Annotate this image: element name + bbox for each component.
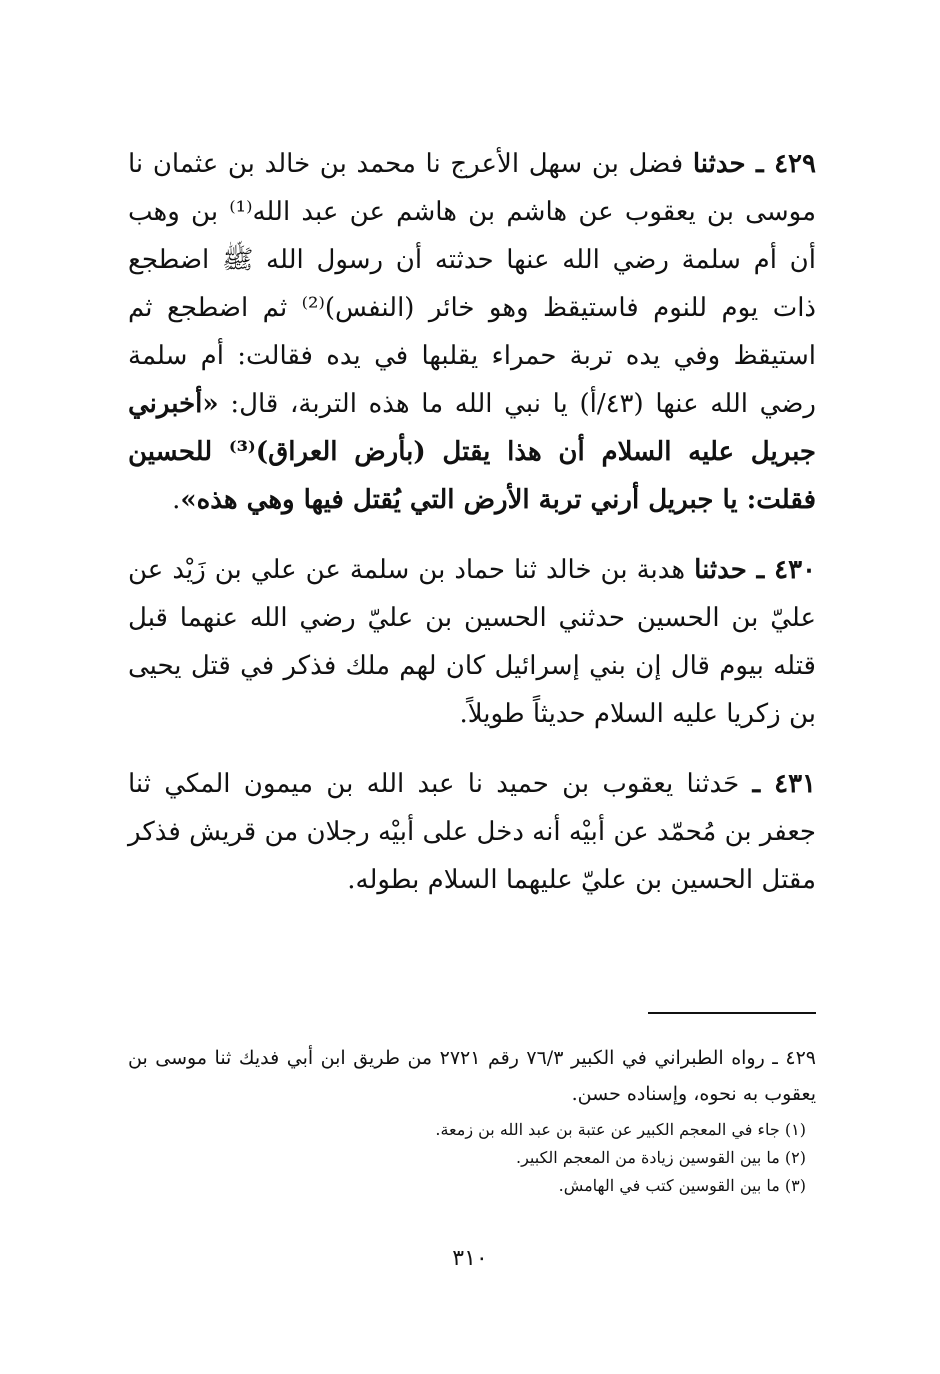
- takhrij-note: ٤٢٩ ـ رواه الطبراني في الكبير ٧٦/٣ رقم ٢٧٢١ من طريق ابن أبي فديك ثنا موسى بن يعقوب به نحوه، وإسناده حسن.: [128, 1047, 816, 1105]
- hadith-431-lead: ٤٣١ ـ: [752, 769, 817, 799]
- footnote-1: (١) جاء في المعجم الكبير عن عتبة بن عبد الله بن زمعة.: [435, 1120, 806, 1139]
- hadith-429-tail: .: [172, 485, 181, 515]
- hadith-430: [128, 546, 816, 738]
- footnote-3: (٣) ما بين القوسين كتب في الهامش.: [558, 1176, 806, 1195]
- hadith-430-text: هدبة بن خالد ثنا حماد بن سلمة عن علي بن زَيْد عن عليّ بن الحسين حدثني الحسين بن عليّ رضي الله عنهما قبل قتله بيوم قال إن بني إسرائيل كان لهم ملك فذكر في قتل يحيى بن زكريا عليه السلام حديثاً طويلاً.: [128, 555, 816, 729]
- hadith-429-quote: «أخبرني جبريل عليه السلام أن هذا يقتل (بأرض العراق)⁽³⁾ للحسين فقلت: يا جبريل أرني تربة الأرض التي يُقتل فيها وهي هذه»: [128, 389, 816, 515]
- hadith-431-text: حَدثنا يعقوب بن حميد نا عبد الله بن ميمون المكي ثنا جعفر بن مُحمّد عن أبيْه أنه دخل على أبيْه رجلان من قريش فذكر مقتل الحسين بن عليّ عليهما السلام بطوله.: [128, 769, 816, 895]
- footnote-separator: [648, 1012, 816, 1014]
- main-text: [128, 140, 816, 926]
- hadith-429-text: فضل بن سهل الأعرج نا محمد بن خالد بن عثمان نا موسى بن يعقوب عن هاشم بن هاشم عن عبد الله⁽¹⁾ بن وهب أن أم سلمة رضي الله عنها حدثته أن رسول الله ﷺ اضطجع ذات يوم للنوم فاستيقظ وهو خائر (النفس)⁽²⁾ ثم اضطجع ثم استيقظ وفي يده تربة حمراء يقلبها في يده فقالت: أم سلمة رضي الله عنها (٤٣/أ) يا نبي الله ما هذه التربة، قال:: [128, 149, 816, 419]
- footnote-2: (٢) ما بين القوسين زيادة من المعجم الكبير.: [516, 1148, 806, 1167]
- hadith-431: [128, 760, 816, 904]
- hadith-430-lead: ٤٣٠ ـ حدثنا: [694, 555, 817, 585]
- hadith-429-lead: ٤٢٩ ـ حدثنا: [692, 149, 816, 179]
- hadith-429: [128, 140, 816, 524]
- footnotes-section: [128, 1040, 816, 1200]
- page-number: ٣١٠: [452, 1246, 488, 1271]
